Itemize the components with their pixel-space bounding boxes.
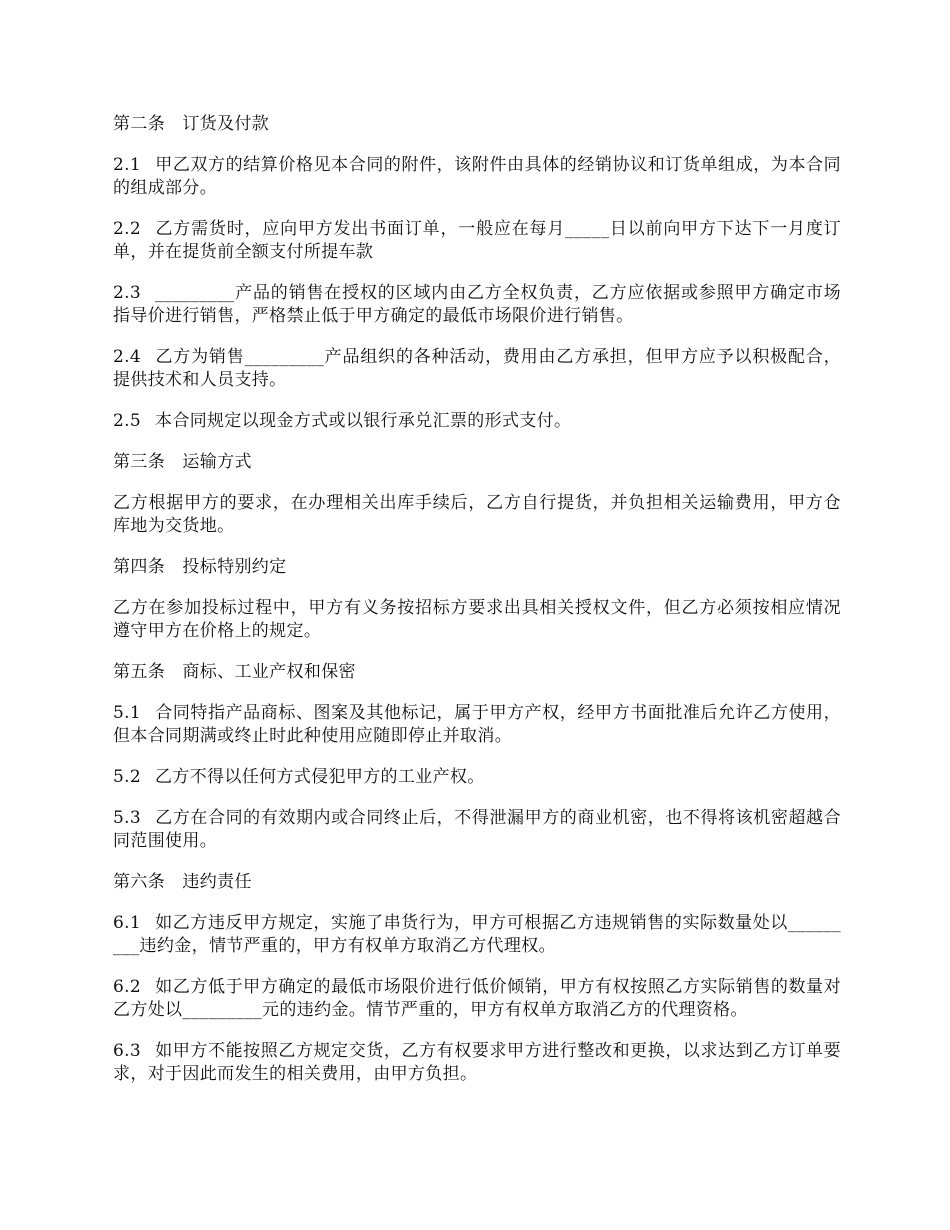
clause-number: 6.3 (113, 1041, 142, 1061)
clause-number: 6.1 (113, 913, 142, 933)
clause-text: 乙方不得以任何方式侵犯甲方的工业产权。 (155, 767, 485, 787)
clause-number: 2.2 (113, 219, 142, 239)
clause-6-1 (113, 912, 841, 958)
clause-number: 2.4 (113, 347, 142, 367)
clause-2-2 (113, 218, 841, 264)
clause-number: 2.3 (113, 283, 142, 303)
clause-2-5 (113, 410, 841, 433)
document-body (113, 113, 841, 1104)
clause-text: 如甲方不能按照乙方规定交货，乙方有权要求甲方进行整改和更换，以求达到乙方订单要求，对于因此而发生的相关费用，由甲方负担。 (113, 1041, 841, 1084)
clause-number: 2.5 (113, 411, 142, 431)
clause-number: 5.3 (113, 808, 142, 828)
clause-number: 5.1 (113, 703, 142, 723)
clause-text: 乙方需货时，应向甲方发出书面订单，一般应在每月_____日以前向甲方下达下一月度订单，并在提货前全额支付所提车款 (113, 219, 841, 262)
clause-2-4 (113, 346, 841, 392)
section-heading: 第三条 运输方式 (113, 452, 252, 472)
clause-6-3 (113, 1040, 841, 1086)
clause-text: 乙方在合同的有效期内或合同终止后，不得泄漏甲方的商业机密，也不得将该机密超越合同范围使用。 (113, 808, 841, 851)
section-body: 乙方根据甲方的要求，在办理相关出库手续后，乙方自行提货，并负担相关运输费用，甲方仓库地为交货地。 (113, 493, 841, 536)
section-heading: 第二条 订货及付款 (113, 114, 270, 134)
clause-number: 5.2 (113, 767, 142, 787)
clause-5-1 (113, 702, 841, 748)
clause-6-2 (113, 976, 841, 1022)
section-body: 乙方在参加投标过程中，甲方有义务按招标方要求出具相关授权文件，但乙方必须按相应情况遵守甲方在价格上的规定。 (113, 598, 841, 641)
clause-text: 如乙方违反甲方规定，实施了串货行为，甲方可根据乙方违规销售的实际数量处以_________违约金，情节严重的，甲方有权单方取消乙方代理权。 (113, 913, 841, 956)
clause-text: 乙方为销售_________产品组织的各种活动，费用由乙方承担，但甲方应予以积极配合，提供技术和人员支持。 (113, 347, 841, 390)
clause-text: 如乙方低于甲方确定的最低市场限价进行低价倾销，甲方有权按照乙方实际销售的数量对乙方处以_________元的违约金。情节严重的，甲方有权单方取消乙方的代理资格。 (113, 977, 841, 1020)
clause-2-3 (113, 282, 841, 328)
clause-text: 本合同规定以现金方式或以银行承兑汇票的形式支付。 (155, 411, 572, 431)
section-heading: 第六条 违约责任 (113, 872, 252, 892)
clause-5-3 (113, 807, 841, 853)
clause-text: _________产品的销售在授权的区域内由乙方全权负责，乙方应依据或参照甲方确定市场指导价进行销售，严格禁止低于甲方确定的最低市场限价进行销售。 (113, 283, 841, 326)
section-heading: 第五条 商标、工业产权和保密 (113, 662, 356, 682)
clause-text: 合同特指产品商标、图案及其他标记，属于甲方产权，经甲方书面批准后允许乙方使用，但本合同期满或终止时此种使用应随即停止并取消。 (113, 703, 841, 746)
section-heading: 第四条 投标特别约定 (113, 557, 287, 577)
clause-5-2 (113, 766, 841, 789)
clause-2-1 (113, 154, 841, 200)
clause-number: 6.2 (113, 977, 142, 997)
clause-number: 2.1 (113, 155, 142, 175)
clause-text: 甲乙双方的结算价格见本合同的附件，该附件由具体的经销协议和订货单组成，为本合同的组成部分。 (113, 155, 841, 198)
